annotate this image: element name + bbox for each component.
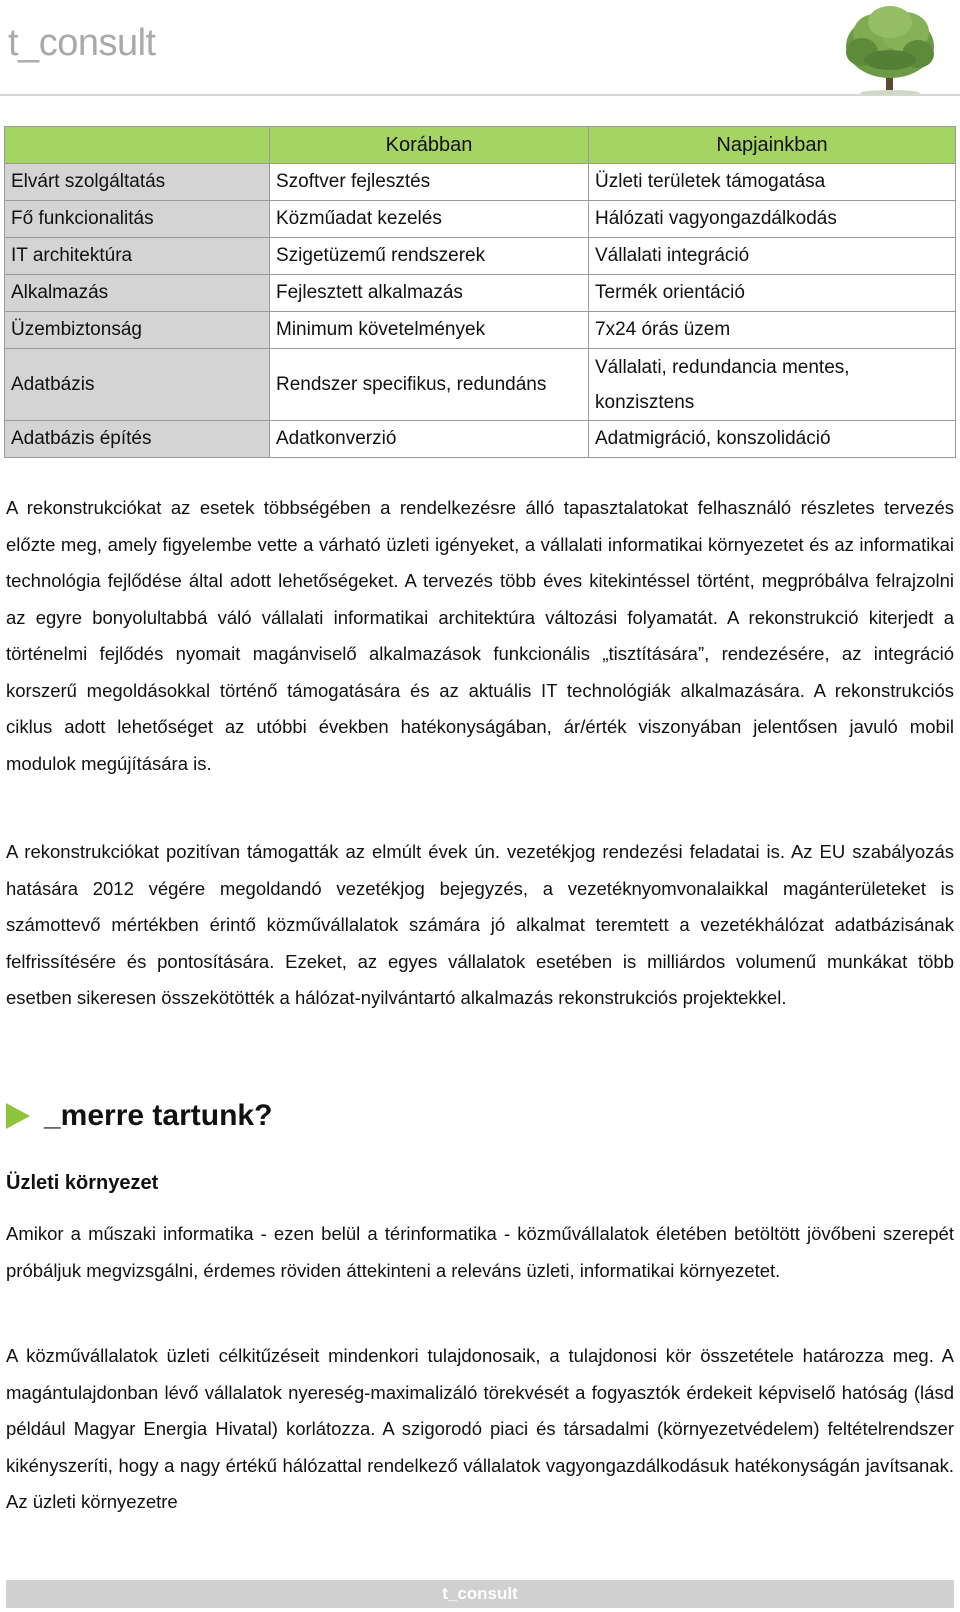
paragraph-reconstruction <box>6 490 954 782</box>
cell-now-line2: konzisztens <box>595 391 695 413</box>
table-row <box>5 421 956 458</box>
cell-now <box>589 349 956 421</box>
table-row <box>5 238 956 275</box>
row-label: Elvárt szolgáltatás <box>5 164 270 201</box>
row-label: Fő funkcionalitás <box>5 201 270 238</box>
paragraph-business-goals <box>6 1338 954 1521</box>
cell-now: Adatmigráció, konszolidáció <box>589 421 956 458</box>
cell-before: Adatkonverzió <box>270 421 589 458</box>
row-label: IT architektúra <box>5 238 270 275</box>
cell-now: Vállalati integráció <box>589 238 956 275</box>
page-header <box>0 0 960 96</box>
table-row <box>5 312 956 349</box>
row-label: Adatbázis <box>5 349 270 421</box>
cell-now-line1: Vállalati, redundancia mentes, <box>595 356 850 378</box>
header-cell-empty <box>5 127 270 164</box>
cell-before: Rendszer specifikus, redundáns <box>270 349 589 421</box>
header-divider <box>0 94 960 96</box>
table-row <box>5 349 956 421</box>
cell-before: Szoftver fejlesztés <box>270 164 589 201</box>
cell-before: Minimum követelmények <box>270 312 589 349</box>
cell-before: Fejlesztett alkalmazás <box>270 275 589 312</box>
row-label: Alkalmazás <box>5 275 270 312</box>
header-cell-now: Napjainkban <box>589 127 956 164</box>
row-label: Adatbázis építés <box>5 421 270 458</box>
subheading: Üzleti környezet <box>6 1172 159 1194</box>
paragraph-text: A rekonstrukciókat pozitívan támogatták az elmúlt évek ún. vezetékjog rendezési feladatai is. Az EU szabályozás hatására 2012 végére megoldandó vezetékjog bejegyzés, a vezetéknyomvonalaikkal magánterületeket is számottevő mértékben érintő közművállalatok számára jó alkalmat teremtett a vezetékhálózat adatbázisának felfrissítésére és pontosítására. Ezeket, az egyes vállalatok esetében is milliárdos volumenű munkákat több esetben sikeresen összekötötték a hálózat-nyilvántartó alkalmazás rekonstrukciós projektekkel. <box>6 841 954 1008</box>
cell-now: Termék orientáció <box>589 275 956 312</box>
table-row <box>5 164 956 201</box>
comparison-table <box>4 126 956 458</box>
paragraph-text: Amikor a műszaki informatika - ezen belül a térinformatika - közművállalatok életében betöltött jövőbeni szerepét próbáljuk megvizsgálni, érdemes röviden áttekinteni a releváns üzleti, informatikai környezetet. <box>6 1223 954 1281</box>
cell-now: 7x24 órás üzem <box>589 312 956 349</box>
section-heading <box>6 1098 272 1134</box>
company-logo: t_consult <box>8 22 156 64</box>
cell-before: Szigetüzemű rendszerek <box>270 238 589 275</box>
cell-before: Közműadat kezelés <box>270 201 589 238</box>
paragraph-intro <box>6 1216 954 1289</box>
paragraph-text: A közművállalatok üzleti célkitűzéseit mindenkori tulajdonosaik, a tulajdonosi kör összetétele határozza meg. A magántulajdonban lévő vállalatok nyereség-maximalizáló törekvését a fogyasztók érdekeit képviselő hatóság (lásd például Magyar Energia Hivatal) korlátozza. A szigorodó piaci és társadalmi (környezetvédelem) feltételrendszer kikényszeríti, hogy a nagy értékű hálózattal rendelkező vállalatok vagyongazdálkodásuk hatékonyságán javítsanak. Az üzleti környezetre <box>6 1345 954 1512</box>
paragraph-vezetekjog <box>6 834 954 1017</box>
section-title: _merre tartunk? <box>44 1099 273 1132</box>
triangle-bullet-icon <box>6 1103 30 1129</box>
page-footer: t_consult <box>6 1580 954 1608</box>
cell-now: Üzleti területek támogatása <box>589 164 956 201</box>
table-header-row <box>5 127 956 164</box>
tree-logo-icon <box>840 4 940 96</box>
table-row <box>5 275 956 312</box>
header-cell-before: Korábban <box>270 127 589 164</box>
paragraph-text: A rekonstrukciókat az esetek többségében a rendelkezésre álló tapasztalatokat felhasználó részletes tervezés előzte meg, amely figyelembe vette a várható üzleti igényeket, a vállalati informatikai környezetet és az informatikai technológia fejlődése által adott lehetőségeket. A tervezés több éves kitekintéssel történt, megpróbálva felrajzolni az egyre bonyolultabbá váló vállalati informatikai architektúra változási folyamatát. A rekonstrukció kiterjedt a történelmi fejlődés nyomait magánviselő alkalmazások funkcionális „tisztítására”, rendezésére, az integráció korszerű megoldásokkal történő támogatására és az aktuális IT technológiák alkalmazására. A rekonstrukciós ciklus adott lehetőséget az utóbbi években hatékonyságában, ár/érték viszonyában jelentősen javuló mobil modulok megújítására is. <box>6 497 954 774</box>
cell-now: Hálózati vagyongazdálkodás <box>589 201 956 238</box>
table-row <box>5 201 956 238</box>
row-label: Üzembiztonság <box>5 312 270 349</box>
